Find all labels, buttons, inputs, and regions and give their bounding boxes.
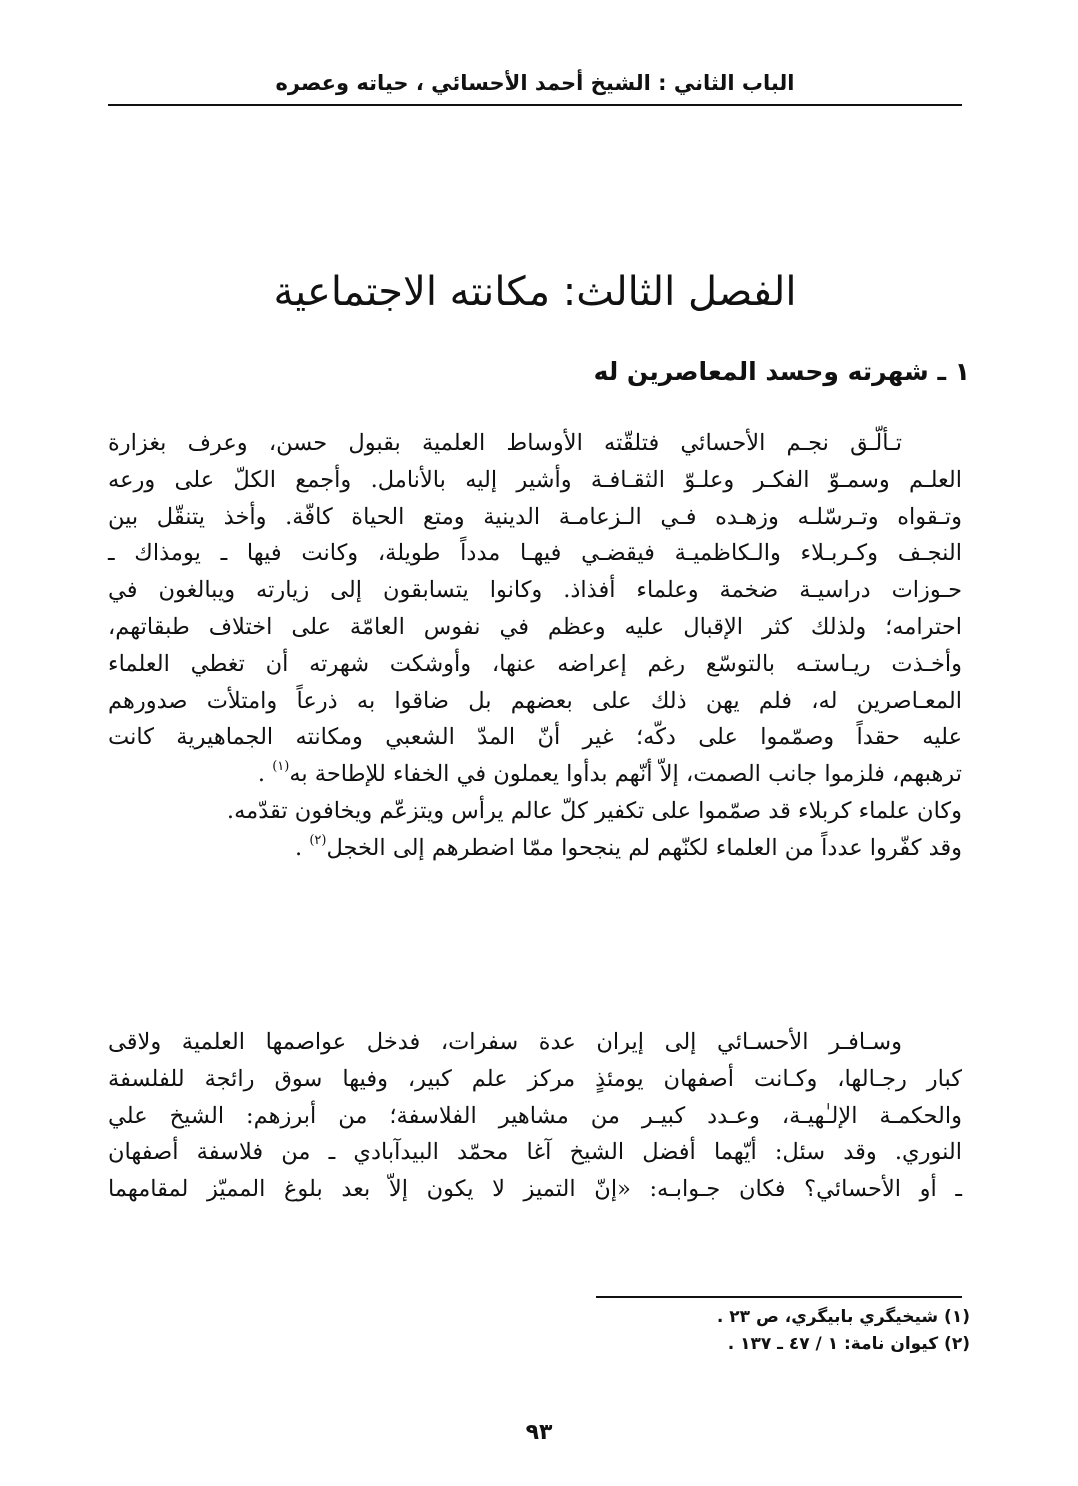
- paragraph-1: [108, 425, 962, 867]
- line-end-punct: .: [257, 761, 266, 788]
- text-line: حـوزات دراسيـة ضخمة وعلماء أفذاذ. وكانوا يتسابقون إلى زيارته ويبالغون في: [108, 577, 962, 604]
- header-divider: [108, 104, 962, 106]
- text-line: النوري. وقد سئل: أيّهما أفضل الشيخ آغا محمّد البيدآبادي ـ من فلاسفة أصفهان: [108, 1139, 962, 1166]
- footnote-1: (١) شيخيگري بابيگري، ص ٢٣ .: [716, 1307, 970, 1327]
- chapter-title: الفصل الثالث: مكانته الاجتماعية: [273, 269, 797, 315]
- text-line: احترامه؛ ولذلك كثر الإقبال عليه وعظم في نفوس العامّة على اختلاف طبقاتهم،: [108, 613, 962, 640]
- section-heading: ١ ـ شهرته وحسد المعاصرين له: [593, 357, 970, 386]
- text-line-with-footnote: [108, 830, 962, 867]
- text-line: وقد كفّروا عدداً من العلماء لكنّهم لم ينجحوا ممّا اضطرهم إلى الخجل: [326, 834, 962, 861]
- text-line: تـألّـق نجـم الأحسائي فتلقّته الأوساط العلمية بقبول حسن، وعرف بغزارة: [108, 430, 902, 456]
- text-line: العلـم وسمـوّ الفكـر وعلـوّ الثقـافـة وأشير إليه بالأنامل. وأجمع الكلّ على ورعه: [108, 466, 962, 493]
- footnote-divider: [596, 1296, 962, 1298]
- footnotes: [370, 1304, 970, 1358]
- text-line: كبار رجـالها، وكـانت أصفهان يومئذٍ مركز علم كبير، وفيها سوق رائجة للفلسفة: [108, 1065, 962, 1092]
- page-number: ٩٣: [525, 1420, 553, 1445]
- running-header: الباب الثاني : الشيخ أحمد الأحسائي ، حياته وعصره: [275, 71, 795, 95]
- text-line: ـ أو الأحسائي؟ فكان جـوابـه: «إنّ التميز لا يكون إلاّ بعد بلوغ المميّز لمقامهما: [108, 1176, 962, 1203]
- footnote-ref-2[interactable]: (٢): [309, 832, 327, 848]
- footnote-2: (٢) كيوان نامة: ١ / ٤٧ ـ ١٣٧ .: [727, 1334, 970, 1354]
- text-line-with-footnote: [108, 756, 962, 793]
- text-line: وكان علماء كربلاء قد صمّموا على تكفير كلّ عالم يرأس ويتزعّم ويخافون تقدّمه.: [226, 797, 962, 824]
- text-line: وأخـذت ريـاستـه بالتوسّع رغم إعراضه عنها، وأوشكت شهرته أن تغطي العلماء: [108, 650, 962, 677]
- text-line: وتـقواه وتـرسّلـه وزهـده فـي الـزعامـة الدينية ومتع الحياة كافّة. وأخذ يتنقّل بين: [108, 503, 962, 530]
- paragraph-2: [108, 1024, 962, 1208]
- text-line: والحكمـة الإلـٰهيـة، وعـدد كبيـر من مشاهير الفلاسفة؛ من أبرزهم: الشيخ علي: [108, 1102, 962, 1129]
- line-end-punct: .: [295, 834, 303, 861]
- text-line: وسـافـر الأحسـائي إلى إيران عدة سفرات، فدخل عواصمها العلمية ولاقى: [108, 1029, 902, 1055]
- text-line: عليه حقداً وصمّموا على دكّه؛ غير أنّ المدّ الشعبي ومكانته الجماهيرية كانت: [108, 724, 962, 751]
- footnote-ref-1[interactable]: (١): [272, 759, 290, 775]
- text-line: ترهبهم، فلزموا جانب الصمت، إلاّ أنّهم بدأوا يعملون في الخفاء للإطاحة به: [289, 761, 962, 788]
- text-line: النجـف وكـربـلاء والـكاظميـة فيقضـي فيهـا مدداً طويلة، وكانت فيها ـ يومذاك ـ: [108, 540, 962, 567]
- text-line: المعـاصرين له، فلم يهن ذلك على بعضهم بل ضاقوا به ذرعاً وامتلأت صدورهم: [108, 687, 962, 714]
